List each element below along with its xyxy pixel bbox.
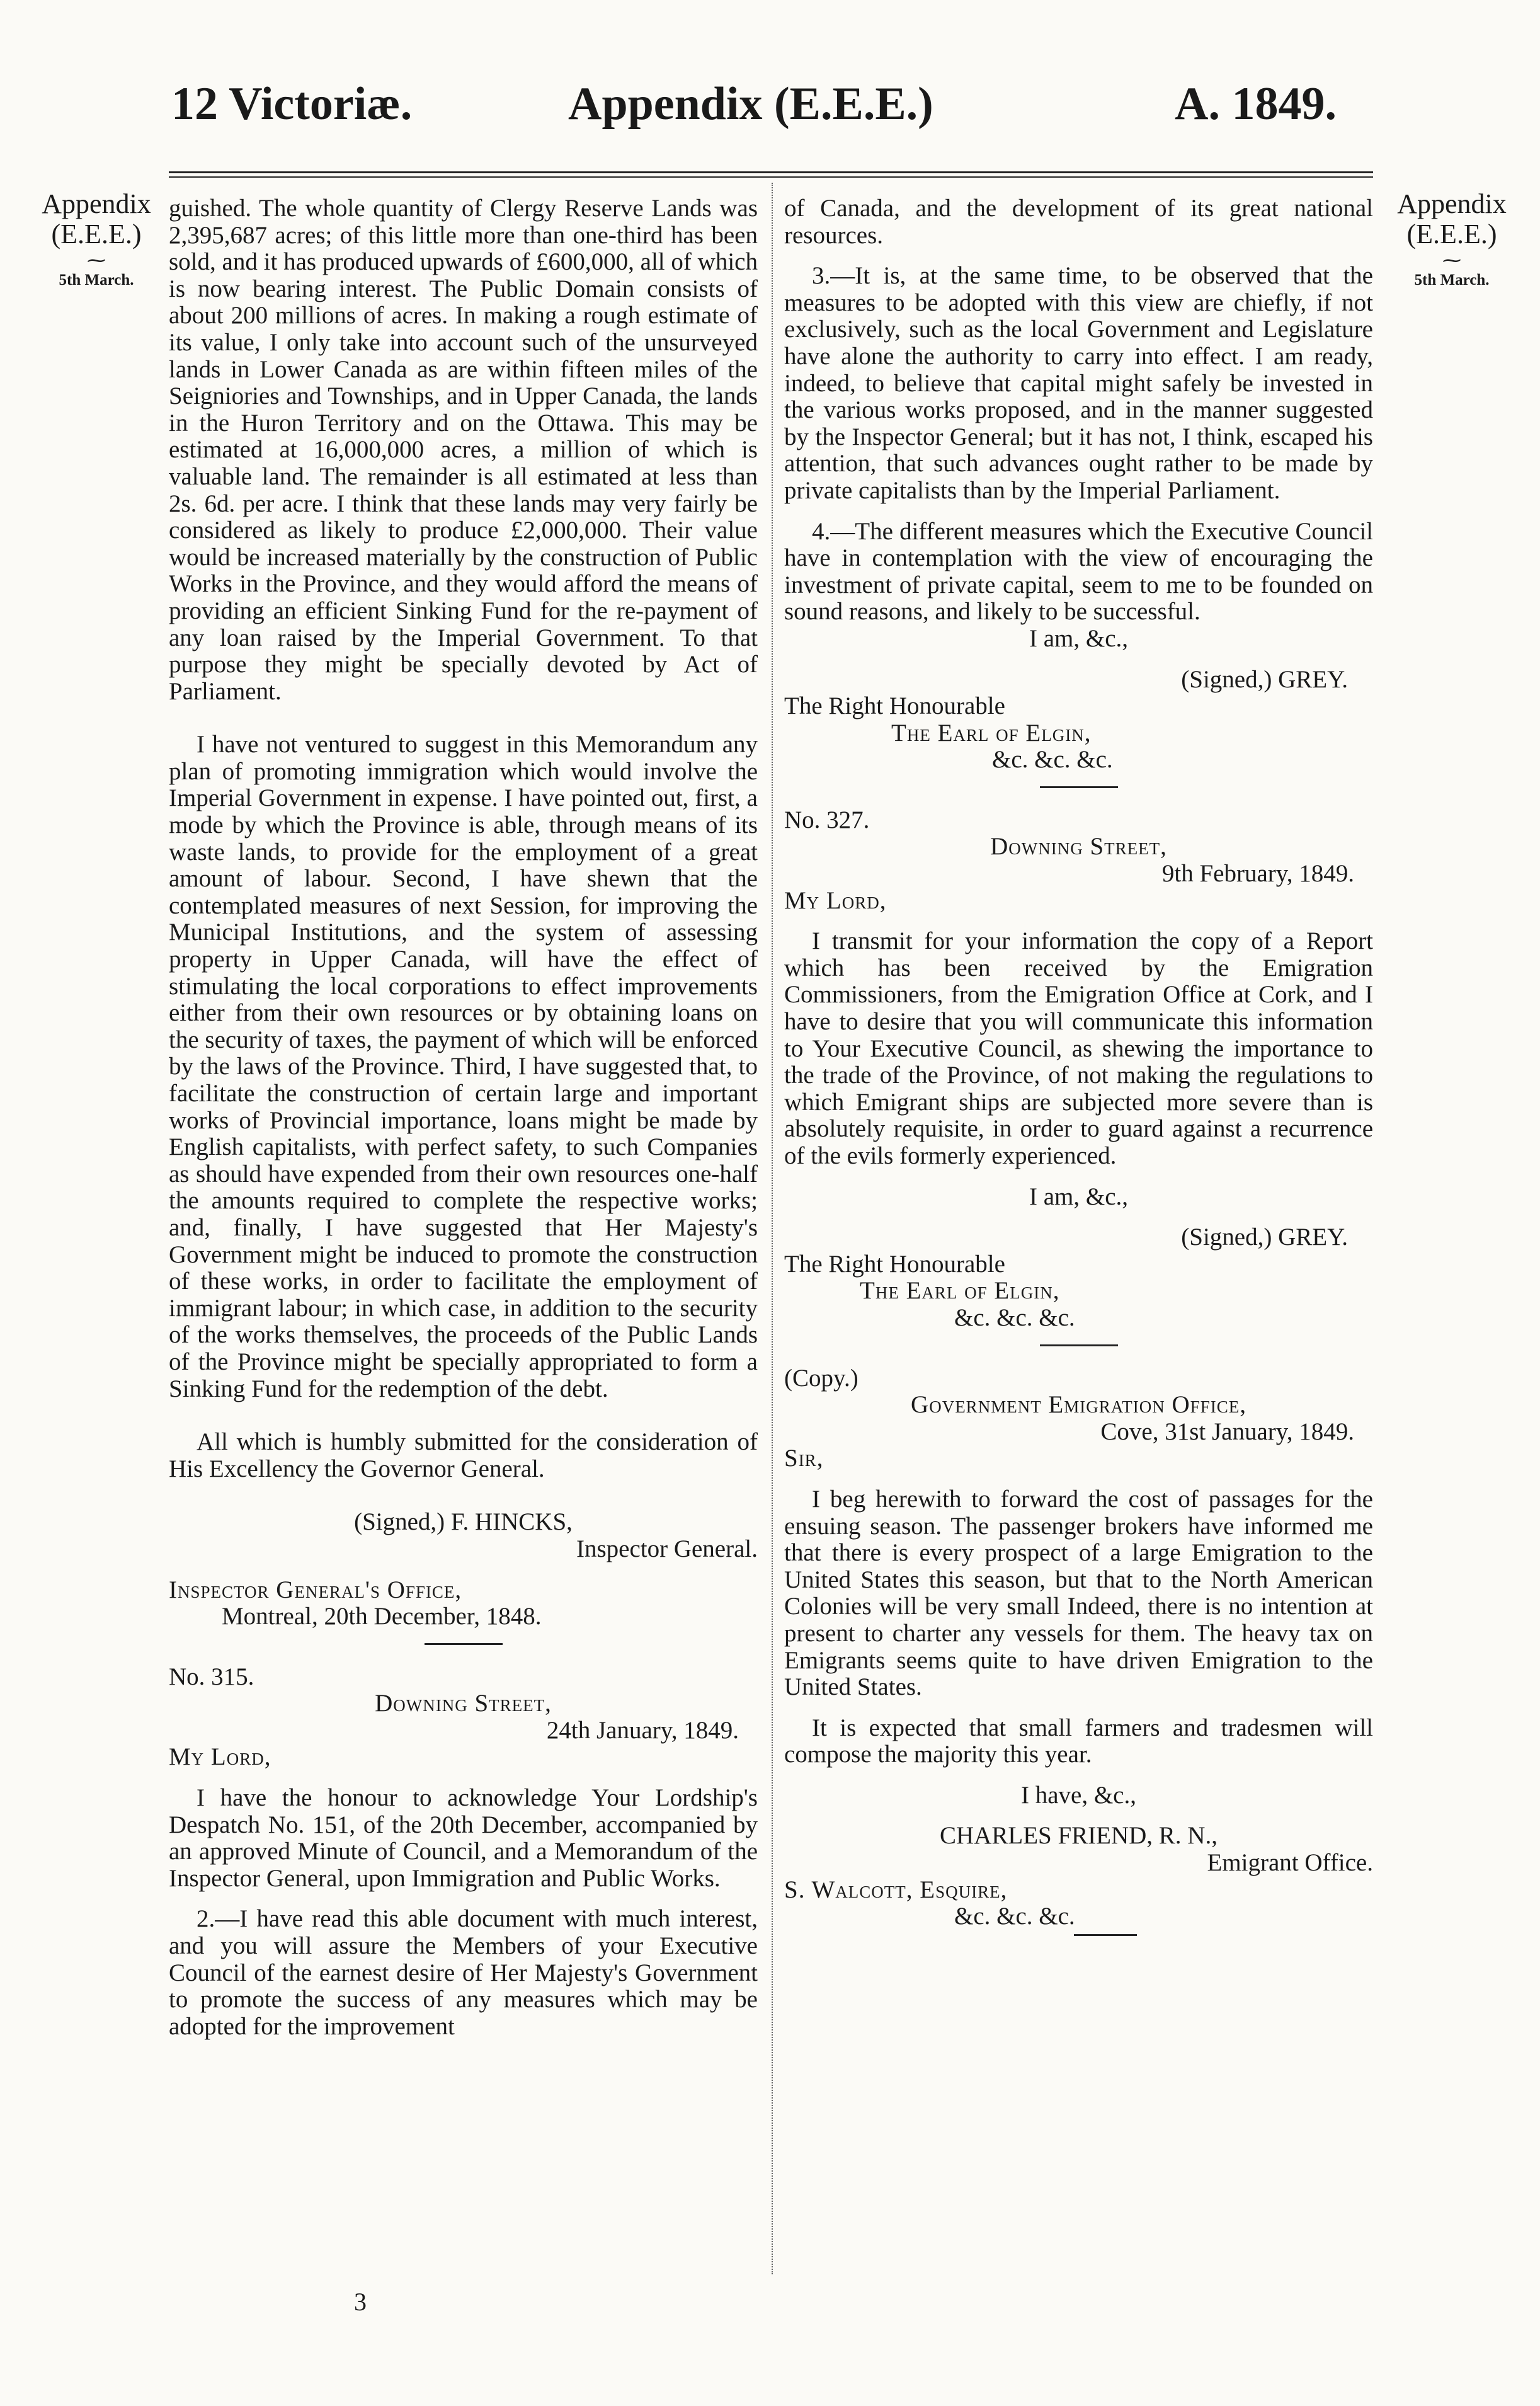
paragraph-development: of Canada, and the development of its great national resources.	[784, 195, 1373, 249]
margin-note-right	[1386, 189, 1518, 289]
despatch-date: 24th January, 1849.	[546, 1716, 739, 1744]
margin-note-code: (E.E.E.)	[51, 219, 142, 250]
section-rule	[1040, 1344, 1118, 1346]
despatch-number: No. 315.	[169, 1663, 254, 1690]
page-number: 3	[354, 2288, 367, 2316]
office-heading: Inspector General's Office,	[169, 1576, 462, 1603]
paragraph-submission: All which is humbly submitted for the consideration of His Excellency the Governor General.	[169, 1428, 758, 1482]
right-column	[784, 195, 1373, 1936]
office-date: Montreal, 20th December, 1848.	[222, 1603, 542, 1630]
copy-label: (Copy.)	[784, 1364, 858, 1392]
paragraph-transmit: I transmit for your information the copy of a Report which has been received by the Emigration Commissioners, from the Emigration Office at Cork, and I have to desire that you will communicate this information to Your Executive Council, as shewing the importance to the trade of the Province, of not making the regulations to which Emigrant ships are subjected more severe than is absolutely requisite, in order to guard against a recurrence of the evils formerly experienced.	[784, 927, 1373, 1169]
despatch-date: 9th February, 1849.	[1161, 860, 1354, 888]
paragraph-acknowledge: I have the honour to acknowledge Your Lordship's Despatch No. 151, of the 20th December, accompanied by an approved Minute of Council, and a Memorandum of the Inspector General, upon Immigration and Public Works.	[169, 1784, 758, 1892]
signature-grey: (Signed,) GREY.	[1181, 1223, 1348, 1251]
section-rule	[1074, 1934, 1137, 1936]
margin-note-left	[30, 189, 163, 289]
section-rule	[425, 1643, 503, 1645]
address-line-1: S. Walcott, Esquire,	[784, 1876, 1008, 1903]
margin-note-date: 5th March.	[59, 271, 134, 289]
paragraph-passages: I beg herewith to forward the cost of passages for the ensuing season. The passenger brokers have informed me that there is every prospect of a large Emigration to the United States this season, but that to the North American Colonies will be very small Indeed, there is no intention at present to charter any vessels for them. The heavy tax on Emigrants seems quite to have driven Emigration to the United States.	[784, 1485, 1373, 1701]
header-regnal-year: 12 Victoriæ.	[171, 78, 413, 130]
despatch-number: No. 327.	[784, 806, 870, 834]
address-line-2: &c. &c. &c.	[954, 1903, 1075, 1930]
paragraph-executive-council: 4.—The different measures which the Executive Council have in contemplation with the view of encouraging the investment of private capital, seem to me to be founded on sound reasons, and likely to be successful.	[784, 517, 1373, 626]
closing-i-have: I have, &c.,	[1020, 1781, 1136, 1809]
signature-title: Inspector General.	[576, 1535, 758, 1562]
despatch-salutation: My Lord,	[784, 886, 887, 914]
address-line-1: The Right Honourable	[784, 692, 1005, 720]
header-rule-thin	[169, 176, 1373, 178]
signature-grey: (Signed,) GREY.	[1181, 665, 1348, 693]
signer-title: Emigrant Office.	[1207, 1849, 1373, 1877]
address-line-1: The Right Honourable	[784, 1250, 1005, 1278]
header-rule	[169, 171, 1373, 173]
office-heading: Government Emigration Office,	[911, 1391, 1246, 1419]
letter-salutation: Sir,	[784, 1445, 824, 1472]
column-divider	[772, 183, 773, 2274]
swash-ornament-icon: ⁓	[1442, 249, 1461, 271]
margin-note-label: Appendix	[1397, 188, 1507, 219]
margin-note-label: Appendix	[42, 188, 151, 219]
despatch-salutation: My Lord,	[169, 1743, 271, 1771]
left-column	[169, 195, 758, 2040]
section-rule	[1040, 786, 1118, 788]
paragraph-measures: 3.—It is, at the same time, to be observed that the measures to be adopted with this view are chiefly, if not exclusively, such as the local Government and Legislature have alone the authority to carry into effect. I am ready, indeed, to believe that capital might safely be invested in the various works proposed, and in the manner suggested by the Inspector General; but it has not, I think, escaped his attention, that such advances ought rather to be made by private capitalists than by the Imperial Parliament.	[784, 262, 1373, 504]
address-line-3: &c. &c. &c.	[954, 1303, 1075, 1331]
header-year: A. 1849.	[1175, 78, 1337, 130]
header-title: Appendix (E.E.E.)	[568, 78, 933, 130]
margin-note-date: 5th March.	[1414, 271, 1490, 289]
address-line-2: The Earl of Elgin,	[860, 1277, 1060, 1305]
margin-note-code: (E.E.E.)	[1406, 219, 1497, 250]
address-line-2: The Earl of Elgin,	[891, 719, 1092, 747]
signer-name: CHARLES FRIEND, R. N.,	[940, 1822, 1218, 1850]
paragraph-summary: I have not ventured to suggest in this Memorandum any plan of promoting immigration which would involve the Imperial Government in expense. I have pointed out, first, a mode by which the Province is able, through means of its waste lands, to provide for the employment of a great amount of labour. Second, I have shewn that the contemplated measures of next Session, for improving the Municipal Institutions, and the system of assessing property in Upper Canada, will have the effect of stimulating the local corporations to effect improvements either from their own resources or by obtaining loans on the security of taxes, the payment of which will be enforced by the laws of the Province. Third, I have suggested that, to facilitate the construction of certain large and important works of Provincial importance, loans might be made by English capitalists, with perfect safety, to such Companies as should have expended from their own resources one-half the amounts required to complete the respective works; and, finally, I have suggested that Her Majesty's Government might be induced to promote the construction of these works, in order to facilitate the employment of immigrant labour; in which case, in addition to the security of the works themselves, the proceeds of the Public Lands of the Province might be specially appropriated to form a Sinking Fund for the redemption of the debt.	[169, 731, 758, 1402]
closing-i-am: I am, &c.,	[1029, 1183, 1129, 1210]
paragraph-interest: 2.—I have read this able document with much interest, and you will assure the Members of your Executive Council of the earnest desire of Her Majesty's Government to promote the success of any measures which may be adopted for the improvement	[169, 1905, 758, 2040]
despatch-street: Downing Street,	[990, 833, 1167, 861]
signature-hincks: (Signed,) F. HINCKS,	[354, 1508, 573, 1536]
office-date: Cove, 31st January, 1849.	[1100, 1418, 1354, 1445]
closing-i-am: I am, &c.,	[1029, 624, 1129, 652]
paragraph-clergy-reserves: guished. The whole quantity of Clergy Reserve Lands was 2,395,687 acres; of this little more than one-third has been sold, and it has produced upwards of £600,000, all of which is now bearing interest. The Public Domain consists of about 200 millions of acres. In making a rough estimate of its value, I only take into account such of the unsurveyed lands in Lower Canada as are within fifteen miles of the Seigniories and Townships, and in Upper Canada, the lands in the Huron Territory and on the Ottawa. This may be estimated at 16,000,000 acres, a million of which is valuable land. The remainder is all estimated at less than 2s. 6d. per acre. I think that these lands may very fairly be considered as likely to produce £2,000,000. Their value would be increased materially by the construction of Public Works in the Province, and they would afford the means of providing an efficient Sinking Fund for the re-payment of any loan raised by the Imperial Government. To that purpose they might be specially devoted by Act of Parliament.	[169, 195, 758, 705]
swash-ornament-icon: ⁓	[87, 249, 106, 271]
paragraph-expected: It is expected that small farmers and tradesmen will compose the majority this year.	[784, 1714, 1373, 1768]
address-line-3: &c. &c. &c.	[992, 746, 1113, 774]
despatch-street: Downing Street,	[375, 1690, 552, 1717]
